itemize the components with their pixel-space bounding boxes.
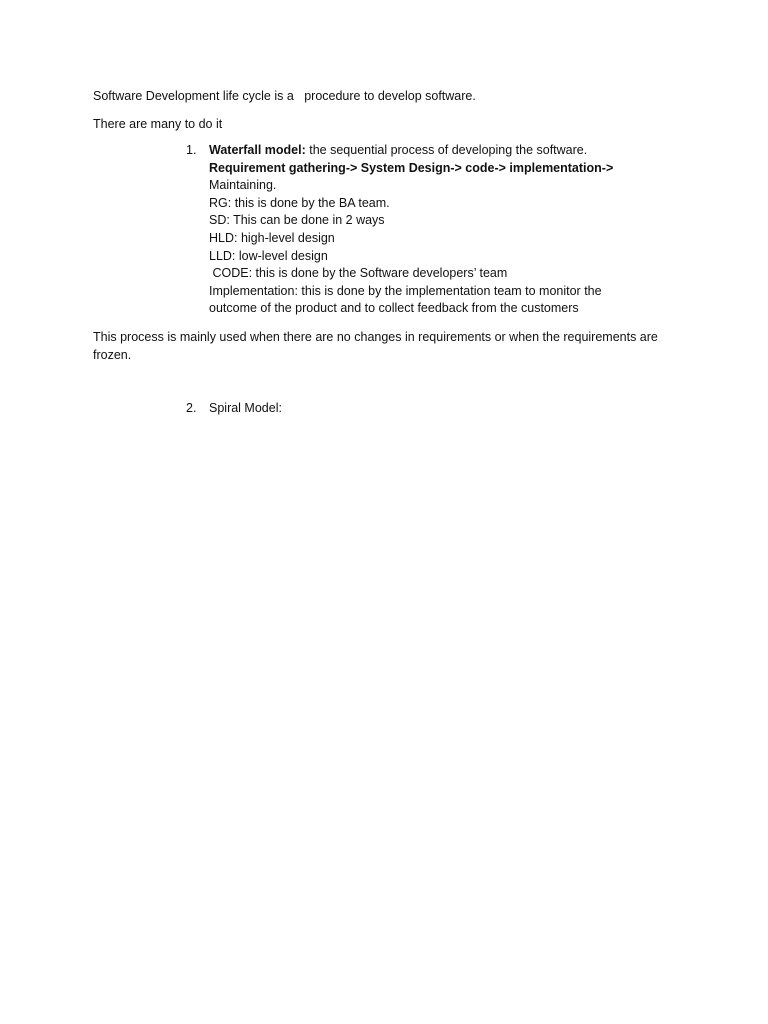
waterfall-flow: Requirement gathering-> System Design-> code-> implementation-> [209,160,614,175]
intro-paragraph: Software Development life cycle is a procedure to develop software. [93,89,476,103]
waterfall-flow-line [209,160,669,178]
rg-line: RG: this is done by the BA team. [209,195,390,210]
many-ways-paragraph: There are many to do it [93,117,223,131]
implementation-line-2: outcome of the product and to collect feedback from the customers [209,301,579,316]
waterfall-title: Waterfall model: [209,143,306,157]
implementation-line-1: Implementation: this is done by the implementation team to monitor the [209,283,602,298]
waterfall-description: the sequential process of developing the software. [305,143,588,157]
list-number: 1. [186,143,197,157]
code-line: CODE: this is done by the Software developers’ team [209,266,508,281]
waterfall-body [209,142,669,318]
list-number: 2. [186,401,197,415]
spiral-body [209,400,669,418]
spiral-title: Spiral Model: [209,401,282,415]
lld-line: LLD: low-level design [209,248,328,263]
waterfall-heading-line [209,142,669,160]
sd-line: SD: This can be done in 2 ways [209,213,385,228]
hld-line: HLD: high-level design [209,230,335,245]
process-note-paragraph: This process is mainly used when there are no changes in requirements or when the requirements are frozen. [93,330,662,362]
waterfall-flow-tail: Maintaining. [209,178,277,193]
